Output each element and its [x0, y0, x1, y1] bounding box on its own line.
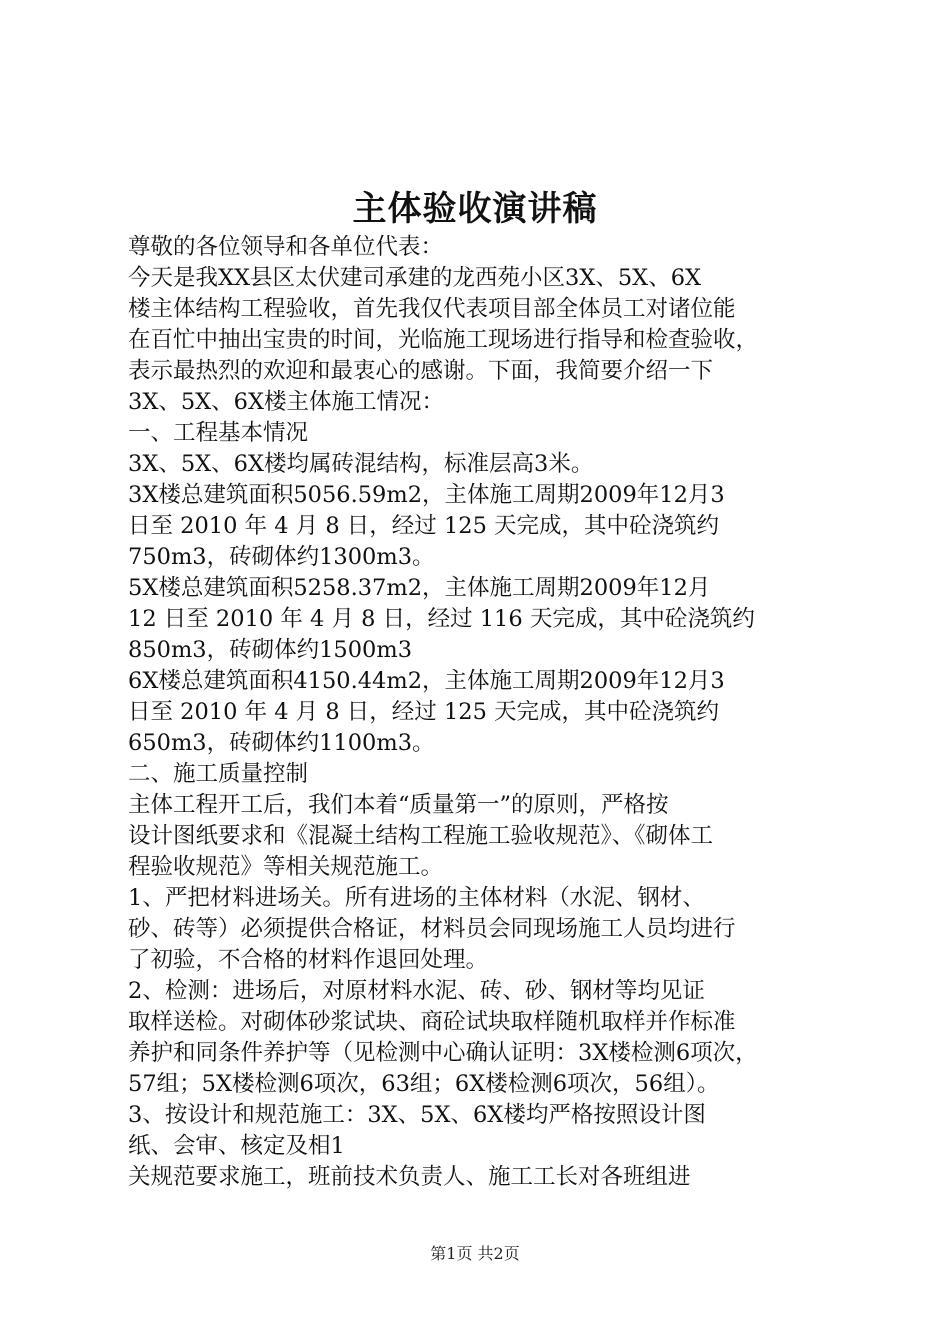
paragraph-quality-principle: 主体工程开工后，我们本着“质量第一”的原则，严格按 设计图纸要求和《混凝土结构工程施工验收规范》、《砌体工 程验收规范》等相关规范施工。 [128, 792, 714, 880]
paragraph-building-6x: 6X楼总建筑面积4150.44m2，主体施工周期2009年12月3 日至 2010 年 4 月 8 日，经过 125 天完成，其中砼浇筑约 650m3，砖砌体约1100m3。 [128, 668, 725, 756]
paragraph-testing: 2、检测：进场后，对原材料水泥、砖、砂、钢材等均见证 取样送检。对砌体砂浆试块、商砼试块取样随机取样并作标准 养护和同条件养护等（见检测中心确认证明：3X楼检测6项次， 57组；5X楼检测6项次，63组；6X楼检测6项次，56组）。 [128, 978, 758, 1097]
document-body [128, 232, 834, 1193]
document-title: 主体验收演讲稿 [352, 189, 598, 229]
section-heading-basic-info: 一、工程基本情况 [128, 420, 309, 446]
paragraph-structure: 3X、5X、6X楼均属砖混结构，标准层高3米。 [128, 451, 594, 477]
paragraph-salutation: 尊敬的各位领导和各单位代表： [128, 234, 444, 260]
paragraph-construction-continued: 关规范要求施工，班前技术负责人、施工工长对各班组进 [128, 1164, 691, 1190]
page-footer: 第1页 共2页 [430, 1244, 520, 1263]
paragraph-building-3x: 3X楼总建筑面积5056.59m2，主体施工周期2009年12月3 日至 2010 年 4 月 8 日，经过 125 天完成，其中砼浇筑约 750m3，砖砌体约1300m3。 [128, 482, 725, 570]
section-heading-quality-control: 二、施工质量控制 [128, 761, 309, 787]
paragraph-construction-spec: 3、按设计和规范施工：3X、5X、6X楼均严格按照设计图 纸、会审、核定及相1 [128, 1102, 706, 1159]
paragraph-intro: 今天是我XX县区太伏建司承建的龙西苑小区3X、5X、6X 楼主体结构工程验收，首先我仅代表项目部全体员工对诸位能 在百忙中抽出宝贵的时间，光临施工现场进行指导和检查验收， 表示最热烈的欢迎和最衷心的感谢。下面，我简要介绍一下 3X、5X、6X楼主体施工情况： [128, 265, 759, 415]
paragraph-building-5x: 5X楼总建筑面积5258.37m2，主体施工周期2009年12月 12 日至 2010 年 4 月 8 日，经过 116 天完成，其中砼浇筑约 850m3，砖砌体约1500m3 [128, 575, 755, 663]
paragraph-material-control: 1、严把材料进场关。所有进场的主体材料（水泥、钢材、 砂、砖等）必须提供合格证，材料员会同现场施工人员均进行 了初验，不合格的材料作退回处理。 [128, 885, 736, 973]
